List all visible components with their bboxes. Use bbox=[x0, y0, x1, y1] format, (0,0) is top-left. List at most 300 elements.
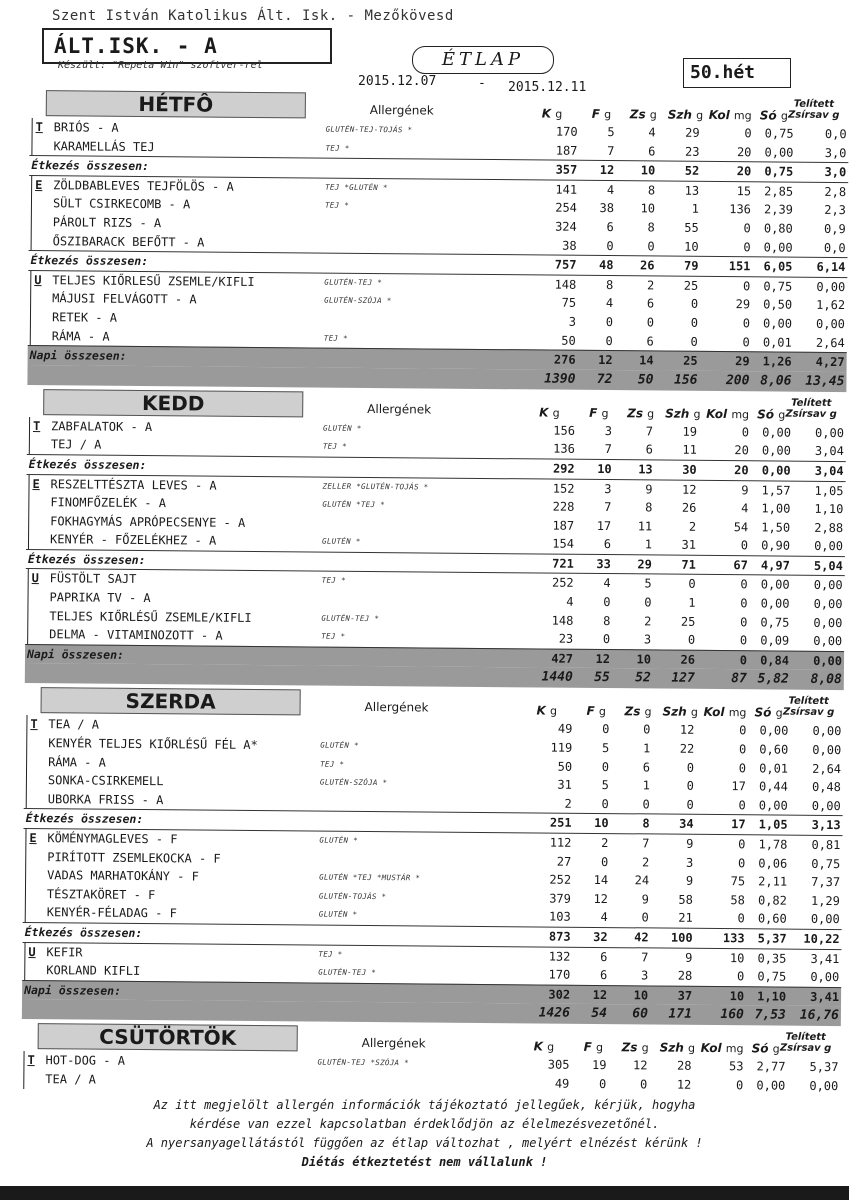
nutrient-value: 75 bbox=[730, 874, 746, 889]
nutrient-value: 9 bbox=[641, 892, 649, 907]
nutrient-value: 17 bbox=[731, 817, 746, 832]
nutrient-name: Zs bbox=[624, 704, 641, 719]
nutrient-value: 0 bbox=[740, 577, 748, 592]
dish-name: KENYÉR TELJES KIŐRLÉSŰ FÉL A* bbox=[48, 736, 258, 753]
nutrient-value: 0 bbox=[600, 854, 609, 869]
nutrient-value: 7 bbox=[604, 442, 612, 457]
nutrient-value: 119 bbox=[550, 740, 573, 755]
nutrient-value: 1,57 bbox=[761, 482, 791, 498]
nutrient-name: Szh bbox=[667, 107, 693, 122]
nutrient-value: 1390 bbox=[544, 371, 576, 387]
nutrient-value: 4,27 bbox=[815, 354, 845, 370]
nutrient-value: 305 bbox=[547, 1057, 570, 1073]
nutrient-value: 136 bbox=[729, 202, 752, 217]
nutrient-value: 0 bbox=[740, 596, 748, 611]
nutrient-header bbox=[709, 108, 752, 122]
meal-bracket bbox=[28, 569, 29, 588]
nutrient-value: 4 bbox=[600, 910, 608, 925]
nutrient-value: 20 bbox=[736, 164, 752, 179]
nutrient-value: 12 bbox=[595, 651, 611, 666]
dish-allergens: TEJ * bbox=[323, 333, 348, 343]
dish-name: RÁMA - A bbox=[48, 754, 106, 770]
nutrient-value: 0,00 bbox=[813, 578, 843, 593]
nutrient-value: 0,82 bbox=[757, 893, 787, 908]
nutrient-value: 3 bbox=[685, 855, 694, 870]
nutrient-value: 0,00 bbox=[812, 742, 842, 758]
nutrient-value: 1,62 bbox=[816, 298, 846, 313]
meal-marker: U bbox=[31, 571, 39, 586]
nutrient-value: 17 bbox=[731, 779, 746, 794]
saturated-unit: Zsírsav g bbox=[788, 109, 840, 122]
nutrient-value: 0,00 bbox=[756, 1078, 786, 1093]
nutrient-value: 1,10 bbox=[757, 989, 787, 1004]
nutrient-value: 252 bbox=[551, 576, 574, 591]
nutrient-value: 5 bbox=[601, 741, 610, 756]
nutrient-unit: g bbox=[647, 407, 655, 421]
nutrient-name: Zs bbox=[621, 1040, 638, 1055]
nutrient-value: 2 bbox=[601, 836, 609, 851]
day-name: HÉTFÔ bbox=[46, 90, 306, 118]
nutrient-value: 29 bbox=[637, 557, 652, 572]
dish-allergens: GLUTÉN * bbox=[322, 423, 362, 433]
nutrient-name: K bbox=[539, 405, 549, 420]
nutrient-name: Kol bbox=[700, 1041, 722, 1056]
saturated-header bbox=[772, 1031, 837, 1056]
meal-bracket bbox=[25, 829, 26, 848]
nutrient-unit: g bbox=[601, 406, 609, 420]
nutrient-value: 0 bbox=[743, 239, 751, 254]
nutrient-value: 0 bbox=[601, 796, 609, 811]
meal-marker: E bbox=[35, 177, 43, 192]
nutrient-header bbox=[539, 405, 560, 419]
dish-allergens: GLUTÉN-TEJ * bbox=[324, 277, 383, 287]
nutrient-value: 10 bbox=[594, 816, 609, 831]
nutrient-value: 12 bbox=[593, 891, 608, 906]
nutrient-unit: g bbox=[604, 108, 612, 122]
nutrient-value: 379 bbox=[549, 891, 571, 906]
nutrient-name: K bbox=[541, 106, 552, 121]
nutrient-value: 6 bbox=[642, 759, 651, 775]
meal-bracket bbox=[31, 213, 32, 232]
nutrient-unit: g bbox=[555, 107, 563, 121]
meal-bracket bbox=[26, 734, 27, 753]
scan-edge bbox=[0, 1186, 849, 1200]
nutrient-value: 8,08 bbox=[810, 672, 842, 688]
nutrient-value: 8 bbox=[605, 277, 614, 292]
nutrient-value: 0 bbox=[690, 315, 699, 330]
dish-name: FÜSTÖLT SAJT bbox=[49, 571, 137, 587]
week-number: 50.hét bbox=[683, 58, 791, 88]
meal-marker: U bbox=[34, 272, 42, 287]
nutrient-value: 0,75 bbox=[760, 615, 790, 630]
day-name: CSÜTÖRTÖK bbox=[38, 1023, 298, 1051]
nutrient-unit: g bbox=[644, 705, 652, 719]
nutrient-value: 170 bbox=[548, 967, 571, 982]
dish-name: PÁROLT RIZS - A bbox=[52, 215, 162, 231]
dish-allergens: TEJ * bbox=[320, 759, 345, 769]
nutrient-unit: g bbox=[641, 1041, 649, 1055]
daily-total-label: Napi összesen: bbox=[29, 348, 127, 363]
nutrient-value: 721 bbox=[552, 556, 574, 571]
nutrient-header bbox=[703, 705, 746, 719]
nutrient-unit: g bbox=[780, 109, 788, 123]
nutrient-value: 0,00 bbox=[813, 653, 843, 668]
nutrient-value: 24 bbox=[634, 873, 650, 888]
dish-allergens: GLUTÉN * bbox=[321, 536, 361, 547]
saturated-header bbox=[775, 696, 840, 721]
meal-bracket bbox=[28, 493, 29, 512]
nutrient-header bbox=[587, 704, 606, 718]
meal-total-label: Étkezés összesen: bbox=[31, 158, 150, 174]
dish-allergens: GLUTÉN * bbox=[318, 909, 358, 920]
nutrient-value: 87 bbox=[731, 671, 747, 687]
nutrient-value: 29 bbox=[735, 354, 750, 369]
meal-bracket bbox=[28, 475, 29, 494]
nutrient-value: 324 bbox=[555, 219, 577, 234]
nutrient-value: 1,05 bbox=[758, 817, 788, 833]
nutrient-value: 136 bbox=[553, 441, 575, 457]
nutrient-value: 132 bbox=[548, 949, 571, 964]
footer-notice bbox=[0, 1096, 849, 1172]
nutrient-value: 25 bbox=[683, 353, 698, 368]
nutrient-value: 12 bbox=[676, 1077, 692, 1092]
nutrient-value: 55 bbox=[594, 670, 610, 686]
meal-bracket bbox=[24, 961, 25, 980]
nutrient-value: 23 bbox=[684, 144, 700, 159]
dish-allergens: GLUTÉN-TOJÁS * bbox=[318, 891, 387, 901]
nutrient-value: 0 bbox=[738, 760, 747, 775]
allergens-header: Allergének bbox=[367, 401, 432, 417]
nutrient-value: 12 bbox=[681, 482, 697, 497]
nutrient-value: 0,0 bbox=[824, 126, 847, 142]
nutrient-value: 0 bbox=[738, 837, 746, 852]
nutrient-value: 2,88 bbox=[814, 520, 844, 535]
dish-name: MÁJUSI FELVÁGOTT - A bbox=[52, 291, 197, 307]
page-title: ÁLT.ISK. - A bbox=[42, 28, 332, 64]
dish-name: TEJ / A bbox=[50, 437, 102, 452]
nutrient-value: 23 bbox=[558, 631, 574, 647]
nutrient-value: 50 bbox=[561, 333, 576, 348]
nutrient-name: Szh bbox=[662, 704, 687, 720]
nutrient-value: 1 bbox=[642, 741, 651, 756]
dish-name: HOT-DOG - A bbox=[45, 1053, 126, 1069]
saturated-header bbox=[780, 397, 842, 420]
nutrient-value: 0,00 bbox=[810, 912, 840, 927]
nutrient-value: 12 bbox=[592, 987, 608, 1002]
nutrient-value: 38 bbox=[599, 201, 615, 216]
nutrient-name: Só bbox=[757, 407, 775, 422]
daily-total-label: Napi összesen: bbox=[24, 982, 122, 998]
nutrient-header bbox=[589, 406, 608, 420]
nutrient-value: 0,00 bbox=[811, 798, 841, 813]
nutrient-value: 103 bbox=[549, 909, 571, 925]
dish-name: TEA / A bbox=[48, 717, 100, 733]
menu-label: ÉTLAP bbox=[412, 46, 554, 74]
nutrient-value: 10 bbox=[597, 461, 612, 476]
dish-name: UBORKA FRISS - A bbox=[47, 791, 164, 808]
nutrient-value: 1,10 bbox=[814, 501, 844, 517]
meal-bracket bbox=[25, 903, 26, 922]
nutrient-name: Szh bbox=[665, 406, 690, 421]
meal-marker: T bbox=[30, 717, 38, 732]
nutrient-value: 15 bbox=[736, 183, 752, 199]
nutrient-value: 20 bbox=[734, 463, 749, 478]
nutrient-value: 9 bbox=[645, 481, 653, 496]
nutrient-unit: g bbox=[649, 108, 657, 122]
nutrient-value: 54 bbox=[591, 1006, 607, 1022]
nutrient-value: 14 bbox=[593, 873, 609, 888]
nutrient-value: 0 bbox=[738, 798, 746, 813]
nutrient-value: 8 bbox=[647, 220, 655, 235]
nutrient-value: 0,09 bbox=[760, 633, 790, 648]
nutrient-value: 7 bbox=[645, 424, 654, 439]
nutrient-value: 2,85 bbox=[764, 184, 794, 199]
nutrient-value: 2 bbox=[644, 614, 652, 629]
nutrient-value: 12 bbox=[598, 353, 613, 368]
nutrient-name: F bbox=[583, 1040, 592, 1055]
dish-name: KORLAND KIFLI bbox=[46, 963, 141, 979]
nutrient-value: 29 bbox=[685, 125, 700, 140]
nutrient-value: 170 bbox=[555, 124, 578, 139]
nutrient-unit: g bbox=[778, 408, 786, 422]
dish-allergens: GLUTÉN * bbox=[319, 835, 358, 845]
nutrient-value: 2,39 bbox=[763, 202, 794, 218]
nutrient-value: 3,0 bbox=[824, 145, 847, 160]
nutrient-value: 12 bbox=[632, 1058, 648, 1073]
nutrient-value: 0 bbox=[601, 759, 610, 774]
nutrient-unit: mg bbox=[728, 706, 747, 720]
nutrient-value: 0,00 bbox=[760, 596, 790, 611]
nutrient-value: 0,00 bbox=[809, 1078, 839, 1094]
dish-name: TELJES KIŐRLÉSŰ ZSEMLE/KIFLI bbox=[49, 608, 252, 625]
nutrient-unit: g bbox=[552, 406, 560, 420]
nutrient-value: 1 bbox=[688, 595, 696, 610]
nutrient-value: 2 bbox=[564, 796, 572, 811]
dish-name: TELJES KIŐRLESŰ ZSEMLE/KIFLI bbox=[52, 272, 255, 289]
nutrient-value: 0 bbox=[739, 653, 748, 668]
meal-bracket bbox=[30, 327, 31, 346]
nutrient-header bbox=[663, 705, 698, 719]
nutrient-value: 3 bbox=[604, 423, 613, 438]
nutrient-value: 53 bbox=[728, 1059, 744, 1074]
nutrient-value: 7,37 bbox=[811, 875, 841, 890]
nutrient-value: 5,82 bbox=[757, 671, 789, 688]
nutrient-value: 52 bbox=[684, 163, 700, 179]
nutrient-value: 5 bbox=[644, 576, 652, 591]
nutrient-value: 0,81 bbox=[811, 837, 841, 853]
nutrient-value: 10 bbox=[729, 988, 745, 1004]
nutrient-unit: g bbox=[772, 1042, 780, 1056]
nutrient-value: 58 bbox=[678, 892, 693, 907]
nutrient-value: 52 bbox=[635, 670, 651, 686]
saturated-unit: Zsírsav g bbox=[782, 707, 835, 719]
nutrient-value: 0 bbox=[603, 595, 611, 610]
meal-bracket bbox=[26, 715, 27, 734]
nutrient-value: 0,00 bbox=[758, 798, 788, 813]
nutrient-value: 13 bbox=[638, 462, 653, 477]
saturated-label: Telített bbox=[791, 397, 832, 409]
nutrient-value: 2 bbox=[688, 519, 697, 534]
nutrient-value: 251 bbox=[549, 815, 572, 831]
nutrient-value: 0,06 bbox=[758, 855, 788, 871]
nutrient-value: 0 bbox=[606, 238, 614, 253]
nutrient-value: 10,22 bbox=[803, 931, 840, 947]
footer-line-4: Diétás étkeztetést nem vállalunk ! bbox=[301, 1155, 548, 1169]
nutrient-header bbox=[627, 406, 654, 420]
nutrient-value: 0,60 bbox=[757, 911, 787, 927]
nutrient-value: 8 bbox=[642, 816, 650, 831]
dish-name: KEFIR bbox=[46, 944, 83, 960]
nutrient-value: 55 bbox=[684, 220, 699, 235]
nutrient-value: 1,00 bbox=[761, 501, 791, 516]
nutrient-unit: g bbox=[690, 706, 698, 720]
nutrient-value: 0 bbox=[643, 722, 651, 737]
dish-name: RÁMA - A bbox=[51, 328, 110, 344]
nutrient-value: 4 bbox=[566, 594, 574, 609]
nutrient-value: 49 bbox=[557, 722, 573, 737]
nutrient-value: 54 bbox=[733, 519, 749, 534]
nutrient-value: 0 bbox=[686, 760, 695, 775]
nutrient-value: 0 bbox=[642, 797, 650, 812]
nutrient-unit: g bbox=[687, 1042, 696, 1056]
dish-allergens: ZELLER *GLUTÉN-TOJÁS * bbox=[322, 481, 429, 491]
dish-name: KENYÉR-FÉLADAG - F bbox=[46, 905, 177, 921]
nutrient-value: 160 bbox=[720, 1007, 744, 1023]
nutrient-value: 0,00 bbox=[810, 970, 840, 985]
nutrient-value: 1,29 bbox=[810, 893, 840, 908]
nutrient-value: 13,45 bbox=[805, 373, 845, 389]
nutrient-name: Só bbox=[759, 108, 777, 123]
nutrient-value: 0 bbox=[740, 614, 748, 629]
meal-total-label: Étkezés összesen: bbox=[27, 551, 146, 567]
nutrient-value: 1 bbox=[691, 202, 700, 217]
nutrient-value: 10 bbox=[729, 950, 745, 965]
nutrient-value: 6 bbox=[646, 296, 655, 311]
nutrient-value: 8 bbox=[603, 613, 611, 628]
nutrient-value: 0 bbox=[741, 424, 750, 440]
nutrient-name: Kol bbox=[703, 705, 725, 720]
software-credit: Készült: "Repeta Win" szoftver-rel bbox=[58, 60, 263, 71]
nutrient-unit: g bbox=[696, 108, 704, 122]
nutrient-name: F bbox=[589, 405, 598, 420]
nutrient-value: 0 bbox=[687, 633, 696, 648]
nutrient-value: 4,97 bbox=[760, 558, 790, 573]
nutrient-value: 10 bbox=[640, 201, 656, 216]
nutrient-value: 3 bbox=[640, 968, 649, 983]
nutrient-value: 0 bbox=[744, 126, 752, 141]
nutrient-value: 1 bbox=[642, 778, 650, 793]
nutrient-value: 133 bbox=[722, 931, 745, 946]
nutrient-unit: g bbox=[775, 706, 783, 721]
dish-name: RETEK - A bbox=[51, 310, 118, 325]
nutrient-value: 0,00 bbox=[813, 596, 843, 612]
nutrient-value: 200 bbox=[725, 372, 750, 389]
nutrient-value: 0 bbox=[688, 577, 696, 592]
nutrient-value: 0,00 bbox=[759, 723, 789, 739]
dish-name: SÜLT CSIRKECOMB - A bbox=[52, 196, 191, 212]
nutrient-value: 0 bbox=[690, 334, 698, 349]
nutrient-value: 0,00 bbox=[762, 316, 793, 331]
nutrient-value: 0 bbox=[647, 238, 655, 254]
meal-bracket bbox=[25, 885, 26, 904]
dish-allergens: TEJ * bbox=[322, 441, 347, 452]
nutrient-value: 1 bbox=[644, 537, 653, 552]
dish-name: DELMA - VITAMINOZOTT - A bbox=[49, 627, 223, 643]
meal-total-label: Étkezés összesen: bbox=[24, 924, 143, 940]
nutrient-unit: g bbox=[547, 1040, 555, 1054]
nutrient-value: 9 bbox=[685, 873, 694, 889]
nutrient-value: 31 bbox=[557, 777, 572, 792]
dish-allergens: GLUTÉN-TEJ * bbox=[321, 613, 380, 623]
meal-marker: E bbox=[32, 476, 40, 491]
nutrient-value: 0,80 bbox=[763, 221, 793, 236]
dish-allergens: TEJ * bbox=[325, 143, 350, 153]
nutrient-value: 0 bbox=[640, 1077, 648, 1092]
nutrient-value: 29 bbox=[735, 297, 751, 312]
nutrient-value: 427 bbox=[551, 651, 574, 666]
nutrient-name: Só bbox=[754, 705, 772, 720]
dish-name: FOKHAGYMÁS APRÓPECSENYE - A bbox=[50, 513, 246, 530]
nutrient-value: 757 bbox=[554, 257, 577, 272]
nutrient-value: 4 bbox=[606, 182, 615, 197]
nutrient-value: 16,76 bbox=[799, 1008, 839, 1024]
day-name: SZERDA bbox=[41, 688, 301, 716]
nutrient-value: 0,35 bbox=[757, 950, 787, 966]
nutrient-value: 0 bbox=[742, 316, 751, 331]
nutrient-value: 6 bbox=[606, 220, 614, 235]
nutrient-header bbox=[534, 1040, 555, 1054]
nutrient-value: 0 bbox=[737, 911, 745, 926]
dish-allergens: GLUTÉN * bbox=[320, 740, 359, 750]
footer-line-3: A nyersanyagellátástól függően az étlap változhat , melyért elnézést kérünk ! bbox=[146, 1136, 703, 1150]
nutrient-value: 3,13 bbox=[811, 818, 841, 833]
saturated-label: Telített bbox=[788, 696, 829, 708]
nutrient-value: 4 bbox=[648, 125, 656, 140]
nutrient-value: 0,75 bbox=[763, 279, 793, 294]
nutrient-value: 0 bbox=[738, 742, 747, 757]
nutrient-value: 0,00 bbox=[816, 279, 846, 294]
dish-name: VADAS MARHATOKÁNY - F bbox=[47, 868, 199, 884]
nutrient-name: K bbox=[536, 703, 546, 718]
dish-name: PIRÍTOTT ZSEMLEKOCKA - F bbox=[47, 849, 221, 866]
nutrient-value: 8,06 bbox=[760, 373, 792, 389]
nutrient-value: 0 bbox=[743, 221, 751, 236]
nutrient-value: 0,00 bbox=[815, 425, 845, 440]
nutrient-value: 8 bbox=[645, 500, 653, 515]
nutrient-value: 6 bbox=[645, 442, 653, 457]
nutrient-value: 71 bbox=[681, 557, 696, 572]
dish-allergens: GLUTÉN-TEJ-TOJÁS * bbox=[325, 124, 413, 135]
dish-name: TEA / A bbox=[45, 1072, 96, 1087]
meal-bracket bbox=[27, 588, 28, 607]
nutrient-value: 5 bbox=[601, 778, 609, 793]
nutrient-value: 32 bbox=[593, 929, 608, 945]
nutrient-value: 50 bbox=[637, 372, 654, 388]
dish-name: SONKA-CSIRKEMELL bbox=[47, 773, 164, 789]
nutrient-value: 28 bbox=[676, 1059, 692, 1074]
nutrient-value: 151 bbox=[728, 259, 751, 274]
nutrient-value: 67 bbox=[733, 558, 748, 573]
nutrient-value: 3 bbox=[604, 481, 612, 496]
meal-bracket bbox=[31, 137, 32, 156]
nutrient-value: 7,53 bbox=[754, 1007, 786, 1023]
nutrient-value: 5 bbox=[607, 125, 615, 140]
dish-allergens: TEJ * bbox=[324, 200, 350, 211]
dish-allergens: TEJ * bbox=[318, 949, 343, 959]
meal-bracket bbox=[31, 232, 32, 251]
nutrient-value: 9 bbox=[686, 836, 694, 851]
nutrient-value: 0,75 bbox=[811, 856, 841, 871]
